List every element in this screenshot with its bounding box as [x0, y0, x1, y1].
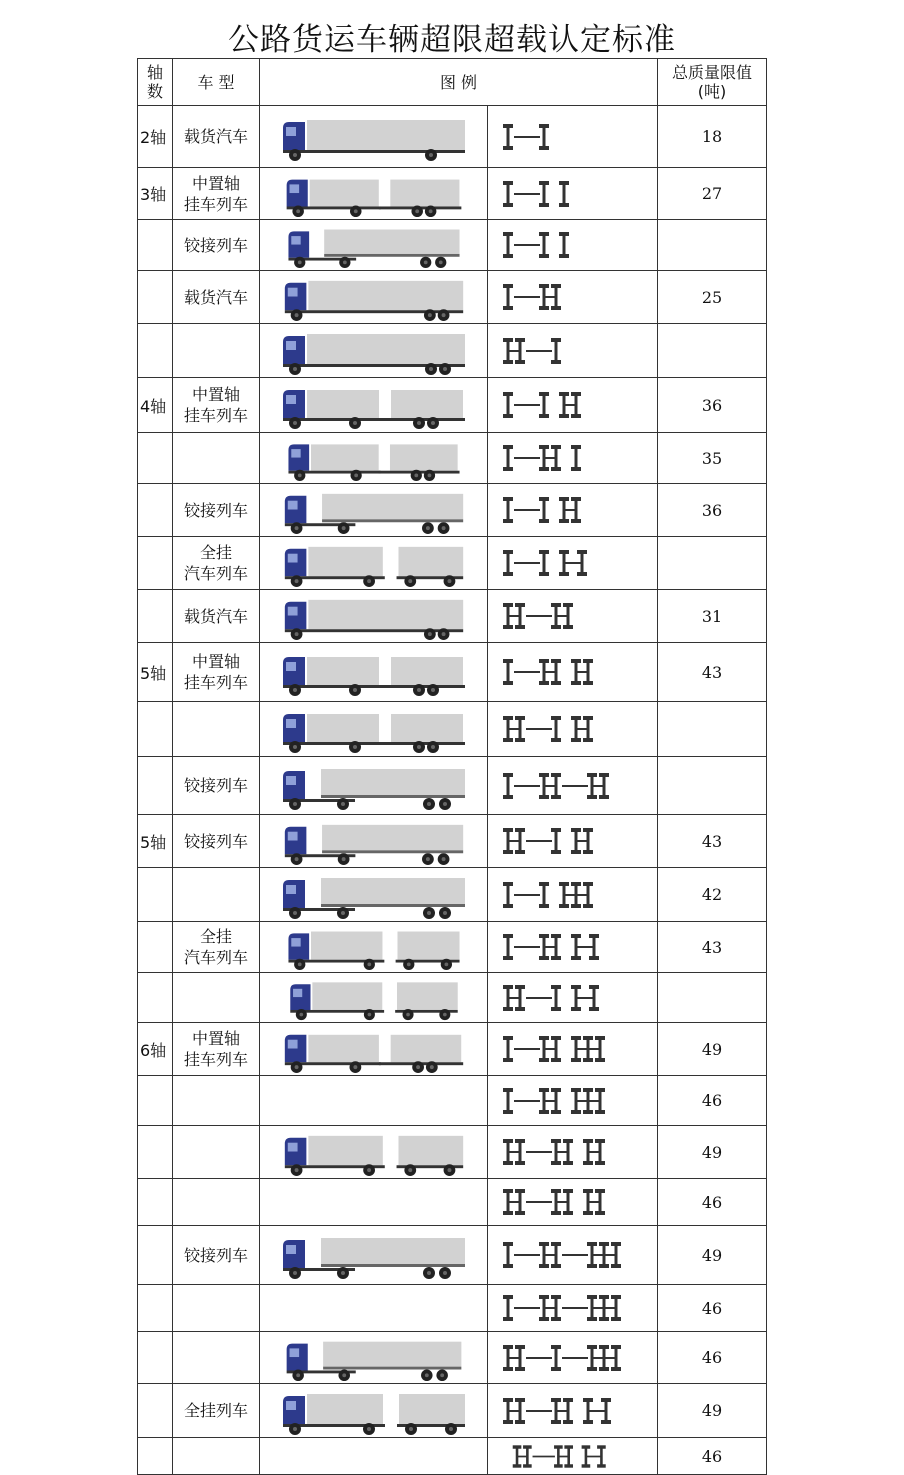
- weight-limit-cell: [658, 378, 767, 433]
- axle-diagram: [498, 119, 648, 155]
- axle-count-cell: [138, 168, 173, 220]
- axle-count-cell: [138, 537, 173, 590]
- truck-picture-cell: [260, 702, 488, 757]
- truck-picture-cell: [260, 590, 488, 643]
- axle-diagram: [498, 654, 648, 690]
- vehicle-type-cell: [173, 1126, 260, 1179]
- truck-picture-cell: [260, 220, 488, 271]
- truck-picture-cell: [260, 1179, 488, 1226]
- weight-limit: 36: [701, 395, 723, 415]
- table-row: [138, 1226, 767, 1285]
- vehicle-type-cell: [173, 868, 260, 922]
- axle-diagram-cell: [488, 702, 658, 757]
- truck-illustration: [279, 1334, 469, 1382]
- axle-diagram: [498, 1184, 648, 1220]
- vehicle-type-cell: [173, 106, 260, 168]
- weight-limit-cell: [658, 868, 767, 922]
- vehicle-type: 载货汽车: [183, 287, 248, 307]
- weight-limit: 46: [701, 1446, 723, 1466]
- vehicle-type: 中置轴 挂车列车: [183, 652, 248, 692]
- vehicle-type-cell: [173, 922, 260, 973]
- axle-diagram: [498, 1031, 648, 1067]
- axle-diagram: [498, 929, 648, 965]
- vehicle-type: 中置轴 挂车列车: [183, 1029, 248, 1069]
- table-row: [138, 106, 767, 168]
- vehicle-type-cell: [173, 271, 260, 324]
- weight-limit-cell: [658, 1126, 767, 1179]
- vehicle-type-cell: [173, 590, 260, 643]
- weight-limit-cell: [658, 168, 767, 220]
- axle-count-cell: [138, 220, 173, 271]
- truck-picture-cell: [260, 1226, 488, 1285]
- truck-picture-cell: [260, 484, 488, 537]
- truck-illustration: [279, 1386, 469, 1436]
- vehicle-type-cell: [173, 1384, 260, 1438]
- table-row: [138, 757, 767, 815]
- weight-limit: 46: [701, 1091, 723, 1110]
- axle-count-cell: [138, 868, 173, 922]
- vehicle-type-cell: [173, 168, 260, 220]
- truck-illustration: [279, 380, 469, 430]
- weight-limit-cell: [658, 484, 767, 537]
- truck-illustration: [279, 326, 469, 376]
- axle-count-cell: [138, 922, 173, 973]
- axle-diagram: [498, 768, 648, 804]
- weight-limit: 43: [701, 937, 723, 957]
- table-row: [138, 868, 767, 922]
- truck-illustration: [279, 761, 469, 811]
- weight-limit-cell: [658, 815, 767, 868]
- weight-limit-cell: [658, 1285, 767, 1332]
- truck-illustration: [279, 273, 469, 322]
- vehicle-type-cell: [173, 1226, 260, 1285]
- truck-picture-cell: [260, 643, 488, 702]
- table-row: [138, 1384, 767, 1438]
- weight-limit: 46: [701, 1348, 723, 1367]
- axle-diagram-cell: [488, 1179, 658, 1226]
- axle-diagram-cell: [488, 1126, 658, 1179]
- truck-picture-cell: [260, 922, 488, 973]
- weight-limit: 49: [701, 1401, 723, 1420]
- vehicle-type-cell: [173, 643, 260, 702]
- truck-picture-cell: [260, 433, 488, 484]
- axle-diagram-cell: [488, 757, 658, 815]
- weight-limit-cell: [658, 271, 767, 324]
- axle-count-cell: [138, 271, 173, 324]
- weight-limit: 18: [701, 127, 723, 146]
- weight-limit-cell: [658, 106, 767, 168]
- axle-diagram-cell: [488, 484, 658, 537]
- truck-picture-cell: [260, 868, 488, 922]
- axle-count-cell: [138, 1076, 173, 1126]
- header-type: 车 型: [173, 59, 260, 106]
- header-limit: 总质量限值 (吨): [658, 59, 767, 106]
- truck-illustration: [279, 870, 469, 920]
- truck-picture-cell: [260, 1285, 488, 1332]
- truck-illustration: [279, 112, 469, 162]
- vehicle-type-cell: [173, 378, 260, 433]
- weight-limit-cell: [658, 702, 767, 757]
- truck-picture-cell: [260, 168, 488, 220]
- table-row: [138, 590, 767, 643]
- axle-diagram: [498, 545, 648, 581]
- axle-diagram: [498, 1134, 648, 1170]
- axle-count-cell: [138, 106, 173, 168]
- table-row: [138, 1076, 767, 1126]
- axle-diagram-cell: [488, 1384, 658, 1438]
- axle-count-cell: [138, 1179, 173, 1226]
- table-row: [138, 1332, 767, 1384]
- truck-illustration: [279, 435, 469, 482]
- vehicle-type-cell: [173, 1076, 260, 1126]
- truck-picture-cell: [260, 378, 488, 433]
- table-row: [138, 973, 767, 1023]
- weight-limit: 46: [701, 1192, 723, 1212]
- vehicle-type: 中置轴 挂车列车: [183, 385, 248, 425]
- axle-diagram: [498, 711, 648, 747]
- table-row: [138, 1179, 767, 1226]
- axle-diagram-cell: [488, 1023, 658, 1076]
- weight-limit: 42: [701, 885, 723, 904]
- axle-diagram: [498, 980, 648, 1016]
- axle-diagram-cell: [488, 590, 658, 643]
- axle-diagram: [498, 492, 648, 528]
- weight-limit: 43: [701, 662, 723, 682]
- vehicle-type-cell: [173, 702, 260, 757]
- axle-diagram-cell: [488, 220, 658, 271]
- truck-picture-cell: [260, 106, 488, 168]
- axle-diagram-cell: [488, 815, 658, 868]
- axle-diagram-cell: [488, 271, 658, 324]
- truck-picture-cell: [260, 973, 488, 1023]
- truck-picture-cell: [260, 1384, 488, 1438]
- truck-illustration: [279, 1025, 469, 1074]
- vehicle-type: 铰接列车: [183, 500, 248, 520]
- table-row: [138, 702, 767, 757]
- weight-limit-cell: [658, 1438, 767, 1475]
- axle-count-cell: [138, 484, 173, 537]
- axle-diagram-cell: [488, 1332, 658, 1384]
- axle-count-cell: [138, 1126, 173, 1179]
- weight-limit-cell: [658, 1332, 767, 1384]
- axle-count-cell: [138, 643, 173, 702]
- axle-diagram-cell: [488, 1226, 658, 1285]
- vehicle-type-cell: [173, 537, 260, 590]
- axle-diagram: [498, 1340, 648, 1376]
- weight-limit-cell: [658, 973, 767, 1023]
- vehicle-type: 全挂列车: [183, 1401, 248, 1420]
- axle-count-cell: [138, 1226, 173, 1285]
- weight-limit: 49: [701, 1039, 723, 1059]
- axle-diagram-cell: [488, 1285, 658, 1332]
- vehicle-type-cell: [173, 220, 260, 271]
- axle-diagram: [498, 387, 648, 423]
- truck-illustration: [279, 486, 469, 535]
- vehicle-type: 铰接列车: [183, 235, 248, 255]
- axle-count-cell: [138, 973, 173, 1023]
- truck-picture-cell: [260, 1126, 488, 1179]
- weight-limit-cell: [658, 922, 767, 973]
- axle-count-cell: [138, 702, 173, 757]
- truck-illustration: [279, 924, 469, 971]
- vehicle-type-cell: [173, 1023, 260, 1076]
- weight-limit-cell: [658, 1384, 767, 1438]
- axle-diagram: [498, 1237, 648, 1273]
- axle-diagram-cell: [488, 922, 658, 973]
- table-row: [138, 1438, 767, 1475]
- truck-illustration: [279, 222, 469, 269]
- truck-illustration: [279, 817, 469, 866]
- weight-limit-cell: [658, 324, 767, 378]
- vehicle-type-cell: [173, 757, 260, 815]
- weight-limit-cell: [658, 537, 767, 590]
- axle-count: 6轴: [140, 1040, 167, 1060]
- table-row: [138, 484, 767, 537]
- truck-picture-cell: [260, 1332, 488, 1384]
- truck-picture-cell: [260, 1076, 488, 1126]
- axle-diagram: [498, 1393, 648, 1429]
- table-row: [138, 1285, 767, 1332]
- truck-picture-cell: [260, 324, 488, 378]
- header-axle: 轴 数: [138, 59, 173, 106]
- weight-limit: 49: [701, 1142, 723, 1162]
- truck-illustration: [279, 647, 469, 697]
- table-row: [138, 168, 767, 220]
- vehicle-type: 中置轴 挂车列车: [183, 173, 248, 214]
- vehicle-type: 全挂 汽车列车: [183, 927, 248, 967]
- table-row: [138, 433, 767, 484]
- weight-limit-cell: [658, 757, 767, 815]
- vehicle-type-cell: [173, 973, 260, 1023]
- axle-count-cell: [138, 324, 173, 378]
- vehicle-type: 铰接列车: [183, 776, 248, 795]
- axle-diagram-cell: [488, 1438, 658, 1475]
- weight-limit: 46: [701, 1298, 723, 1318]
- weight-limit-cell: [658, 1076, 767, 1126]
- axle-count: 3轴: [140, 185, 167, 204]
- weight-limit: 49: [701, 1245, 723, 1265]
- header-row: [138, 59, 767, 106]
- axle-diagram-cell: [488, 168, 658, 220]
- axle-diagram: [498, 823, 648, 859]
- axle-diagram: [498, 227, 648, 263]
- axle-diagram: [498, 1290, 648, 1326]
- truck-picture-cell: [260, 815, 488, 868]
- axle-diagram: [498, 1083, 648, 1119]
- vehicle-type-cell: [173, 324, 260, 378]
- axle-count-cell: [138, 1384, 173, 1438]
- vehicle-type-cell: [173, 1438, 260, 1475]
- header-figure: 图 例: [260, 59, 658, 106]
- truck-picture-cell: [260, 1438, 488, 1475]
- table-row: [138, 1023, 767, 1076]
- truck-illustration: [279, 1230, 469, 1280]
- weight-limit: 43: [701, 831, 723, 851]
- axle-count-cell: [138, 378, 173, 433]
- axle-diagram: [498, 440, 648, 476]
- axle-diagram-cell: [488, 106, 658, 168]
- weight-limit-cell: [658, 220, 767, 271]
- vehicle-type-cell: [173, 1179, 260, 1226]
- axle-diagram: [498, 279, 648, 315]
- axle-diagram-cell: [488, 868, 658, 922]
- truck-illustration: [279, 170, 469, 218]
- axle-diagram-cell: [488, 1076, 658, 1126]
- vehicle-type: 载货汽车: [183, 127, 248, 146]
- axle-count-cell: [138, 590, 173, 643]
- axle-count-cell: [138, 1285, 173, 1332]
- vehicle-type: 载货汽车: [183, 606, 248, 626]
- weight-limit-cell: [658, 590, 767, 643]
- axle-diagram-cell: [488, 378, 658, 433]
- axle-count-cell: [138, 1332, 173, 1384]
- truck-picture-cell: [260, 537, 488, 590]
- table-row: [138, 378, 767, 433]
- axle-diagram-cell: [488, 433, 658, 484]
- weight-limit-cell: [658, 1179, 767, 1226]
- axle-count-cell: [138, 815, 173, 868]
- axle-diagram-cell: [488, 973, 658, 1023]
- weight-limit-cell: [658, 1023, 767, 1076]
- table-row: [138, 220, 767, 271]
- truck-illustration: [279, 1128, 469, 1177]
- table-row: [138, 271, 767, 324]
- axle-count: 5轴: [140, 832, 167, 852]
- weight-limit: 36: [701, 500, 723, 520]
- truck-illustration: [279, 539, 469, 588]
- axle-diagram: [498, 176, 648, 212]
- table-row: [138, 922, 767, 973]
- axle-count-cell: [138, 1023, 173, 1076]
- table-row: [138, 1126, 767, 1179]
- vehicle-type: 全挂 汽车列车: [183, 543, 248, 583]
- truck-illustration: [279, 975, 469, 1021]
- standards-table-wrapper: [137, 58, 766, 1475]
- axle-diagram-cell: [488, 537, 658, 590]
- axle-diagram-cell: [488, 643, 658, 702]
- vehicle-type-cell: [173, 1285, 260, 1332]
- table-row: [138, 324, 767, 378]
- vehicle-type-cell: [173, 1332, 260, 1384]
- weight-limit-cell: [658, 1226, 767, 1285]
- truck-illustration: [279, 704, 469, 754]
- truck-picture-cell: [260, 1023, 488, 1076]
- axle-count: 2轴: [140, 128, 167, 147]
- weight-limit: 25: [701, 287, 723, 307]
- table-row: [138, 643, 767, 702]
- weight-limit: 27: [701, 184, 723, 203]
- vehicle-type-cell: [173, 433, 260, 484]
- truck-picture-cell: [260, 271, 488, 324]
- axle-diagram-cell: [488, 324, 658, 378]
- table-row: [138, 815, 767, 868]
- axle-count: 4轴: [140, 396, 167, 416]
- axle-count-cell: [138, 433, 173, 484]
- axle-diagram: [498, 333, 648, 369]
- standards-table: [137, 58, 767, 1475]
- weight-limit-cell: [658, 643, 767, 702]
- axle-count-cell: [138, 757, 173, 815]
- vehicle-type: 铰接列车: [183, 1245, 248, 1265]
- vehicle-type-cell: [173, 484, 260, 537]
- weight-limit: 35: [701, 448, 723, 468]
- axle-diagram: [498, 598, 648, 634]
- table-row: [138, 537, 767, 590]
- vehicle-type-cell: [173, 815, 260, 868]
- axle-diagram: [498, 1441, 648, 1472]
- truck-illustration: [279, 592, 469, 641]
- weight-limit-cell: [658, 433, 767, 484]
- axle-diagram: [498, 877, 648, 913]
- axle-count-cell: [138, 1438, 173, 1475]
- vehicle-type: 铰接列车: [183, 831, 248, 851]
- weight-limit: 31: [701, 606, 723, 626]
- page-title: 公路货运车辆超限超载认定标准: [228, 22, 676, 58]
- axle-count: 5轴: [140, 663, 167, 683]
- truck-picture-cell: [260, 757, 488, 815]
